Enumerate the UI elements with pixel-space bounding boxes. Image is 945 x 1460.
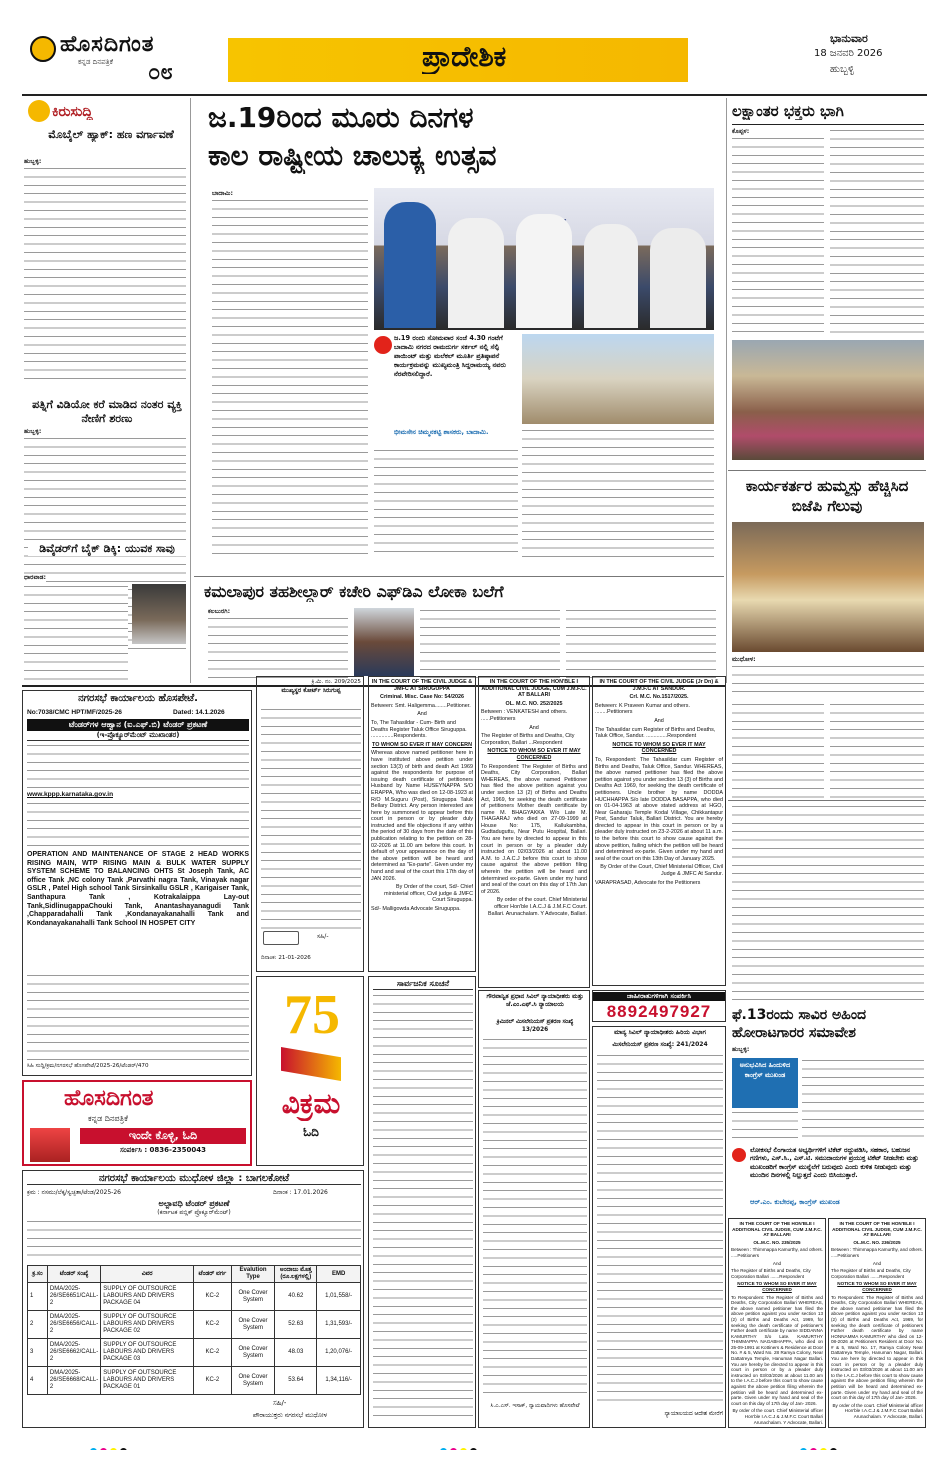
court2-and: And — [529, 724, 539, 731]
court4-notice: NOTICE TO WHOM SO EVER IT MAY CONCERNED — [737, 1281, 817, 1292]
court-notice-sandur — [592, 676, 726, 986]
table-cell: One Cover System — [231, 1339, 275, 1367]
tender-hospet-intro — [27, 743, 249, 791]
bjp-headline: ಕಾರ್ಯಕರ್ತರ ಹುಮ್ಮಸ್ಸು ಹೆಚ್ಚಿಸಿದ ಬಿಜೆಪಿ ಗೆಲುವು — [745, 477, 909, 515]
court3-respondent: The Tahasildar cum Register of Births and Deaths, Taluk Office, Sandur. ..............Respondent — [595, 726, 716, 740]
bjp-continuation — [728, 700, 926, 800]
table-cell: 1 — [28, 1283, 48, 1311]
logo-tagline: ಕನ್ನಡ ದಿನಪತ್ರಿಕೆ — [78, 58, 114, 66]
legal4-case: ಮಿಸಲೇನಿಯಸ್ ಪ್ರಕರಣ ಸಂಖ್ಯೆ: 241/2024 — [612, 1041, 708, 1048]
kamalapur-story — [194, 578, 724, 683]
table-cell: DMA/2025-26/SE6662/CALL-2 — [47, 1339, 100, 1367]
table-cell: 3 — [28, 1339, 48, 1367]
lead-story — [194, 98, 724, 573]
kamalapur-body-col-2 — [420, 608, 560, 678]
bjp-story — [728, 472, 926, 700]
lakshantara-rule — [732, 124, 924, 125]
table-cell: 4 — [28, 1367, 48, 1395]
public-notice-kn — [368, 976, 476, 1428]
table-row — [28, 1311, 361, 1339]
reg-dot-magenta-icon — [100, 1448, 107, 1450]
lakshantara-body-col-1 — [732, 136, 824, 336]
reg-dot-cyan-icon — [90, 1448, 97, 1450]
tender-hospet-work-title: OPERATION AND MAINTENANCE OF STAGE 2 HEAD WORKS RISING MAIN, WTP RISING MAIN & BULK WATER SUPPLY SYSTEM SCHEME TO BALANCING OHTS St Joseph Tank, AC office Tank ,NC colony Tank ,Parvathi nagra Tank, Vinayak nagar GSLR , Patel High school Tank Sirsinkallu GSLR , Karigaiser Tank, Santhapura Tank , Kotrakalaippa Lay-out Tank,SidlinugappaChouki Tank, Anantashayanagudi Tank ,Chapparadahalli Tank ,Kondanayakanahalli Tank and Kondanayakanahalli Tank School IN HOSPET CITY — [27, 851, 249, 927]
court1-respondent: To, The Tahasildar - Cum- Birth and Deaths Register Taluk Office Siruguppa. ...............Respondents. — [371, 719, 467, 740]
feb13-side-box-right: ಅನುಭವಿಸಿದ ಹಿಂದುಳಿದ ಕಾಂಗ್ರೆಸ್ ಮುಖಂಡ — [732, 1058, 798, 1108]
court1-head: IN THE COURT OF THE CIVIL JUDGE & JMFC AT SIRUGUPPA — [371, 679, 473, 692]
col-header: Evalution Type — [231, 1266, 275, 1283]
reg-dot-cyan-icon — [800, 1448, 807, 1450]
reg-dot-yellow-icon — [110, 1448, 117, 1450]
lead-photo-person-1 — [384, 202, 436, 328]
advert-contact-number: 8892497927 — [606, 1002, 712, 1021]
bjp-photo — [732, 522, 924, 652]
public-notice-body — [373, 993, 473, 1423]
tender-hospet-header: ನಗರಸಭೆ ಕಾರ್ಯಾಲಯ ಹೊಸಪೇಟೆ. — [78, 693, 198, 704]
table-cell: SUPPLY OF OUTSOURCE LABOURS AND DRIVERS PACKAGE 02 — [101, 1311, 194, 1339]
issue-day: ಭಾನುವಾರ — [830, 32, 868, 45]
legal-kn-stamp-icon — [263, 931, 299, 945]
court5-case: OL.M.C. NO. 236/2025 — [853, 1239, 901, 1245]
court1-sign-1: By Order of the court, Sd/- Chief ministerial officer, Civil judge & JMFC Court Siruguppa. — [384, 884, 473, 904]
tender-hospet-footer: ಸಿಹಿ ಸುದ್ದಿ/ಕ್ರಮ/ನಗರಸಭೆ ಹೊಸಪೇಟೆ/2025-26/ಟೆಂಡರ್/470 — [27, 1063, 149, 1069]
tender-hospet-website: www.kppp.karnataka.gov.in — [27, 791, 114, 798]
table-cell: SUPPLY OF OUTSOURCE LABOURS AND DRIVERS PACKAGE 04 — [101, 1283, 194, 1311]
court1-case: Criminal. Misc. Case No: 54/2026 — [380, 694, 464, 701]
court2-respondent: The Register of Births and Deaths, City Corporation, Ballari ...Respondent — [481, 733, 575, 746]
col-header: EMD — [317, 1266, 361, 1283]
house-ad-cta: ಇಂದೇ ಕೊಳ್ಳಿ, ಓದಿ — [80, 1128, 246, 1144]
kirusuddi-story-2-dateline: ಹುಬ್ಬಳ್ಳಿ: — [24, 428, 42, 435]
bjp-dateline: ಮುಧೋಳ: — [732, 656, 756, 663]
tender-mudhol — [22, 1170, 364, 1428]
legal3-sign: ಸಿ.ಎ.ಎಸ್. ಇಸಾಕ್, ನ್ಯಾಯವಾದಿಗಳು ಹೊಸಪೇಟೆ — [490, 1403, 580, 1409]
section-title: ಪ್ರಾದೇಶಿಕ — [422, 40, 507, 73]
kamalapur-top-rule — [194, 576, 724, 577]
col-divider-2 — [726, 98, 727, 683]
feb13-headline-right: ಫೆ.13ರಂದು ಸಾವಿರ ಅಹಿಂದ ಹೋರಾಟಗಾರರ ಸಮಾವೇಶ — [732, 1006, 922, 1042]
court-notice-ballari-235 — [728, 1218, 826, 1428]
legal3-head: ಗೌರವಾನ್ವಿತ ಪ್ರಧಾನ ಸಿವಿಲ್ ನ್ಯಾಯಾಧೀಶರು ಮತ್ತು ಜೆ.ಎಂ.ಎಫ್.ಸಿ ನ್ಯಾಯಾಲಯ — [486, 993, 584, 1008]
court-notice-ballari-236 — [828, 1218, 926, 1428]
table-cell: 1,31,593/- — [317, 1311, 361, 1339]
court2-case: OL. M.C. NO. 252/2025 — [505, 700, 563, 707]
tender-hospet-title: ಟೆಂಡರ್‌ಗಳ ಆಹ್ವಾನ (ಐ.ಎಫ್.ಬಿ) ಟೆಂಡರ್ ಪ್ರಕಟಣೆ — [27, 719, 249, 731]
court1-body: Whereas above named petitioner here in have instituted above petition under section 13(3) of birth and death Act 1969 against the respondents for purpose of issuing death certificate of petitioners Husband by Name HUSEYNAPPA S/O ERAPPA, Who was died on 12-08-1923 at R/O M.Suguru (Post), Siruguppa Taluk Bellary District. Any person interested are here by summoned to appear before this court in person or by pleader duly instructed and file objections if any within the period of 30 days from the date of this publication relating to the petition on 28-02-2026 at 11.00 am before this court. In default of your appearance on the day of the above petition will be heard and determined as "Ex-parte". Given under my hand and seal of the court this 17th day of JAN 2026. — [371, 750, 473, 882]
house-advert — [22, 1080, 252, 1166]
bjp-top-rule — [728, 470, 926, 471]
vikrama-75-number: 75 — [284, 984, 340, 1046]
tender-hospet-dated: Dated: 14.1.2026 — [173, 709, 225, 716]
lead-dateline: ಬಾದಾಮಿ: — [212, 190, 233, 197]
kamalapur-photo — [354, 608, 414, 676]
court-notice-siruguppa — [368, 676, 476, 972]
court5-sign: By order of the court. Chief Ministerial officer Hon'ble I.A.C.J & J.M.F.C Court Ballari Arunachalam. Y Advocate, Ballari. — [832, 1402, 923, 1419]
legal4-body — [597, 1053, 723, 1407]
house-ad-thumbnail — [30, 1128, 70, 1162]
court4-respondent: The Register of Births and Deaths, City Corporation Ballari .......Respondent — [731, 1268, 811, 1279]
table-cell: KC-2 — [194, 1283, 232, 1311]
tender-hospet — [22, 690, 252, 1076]
masthead — [22, 30, 927, 96]
table-cell: 53.64 — [275, 1367, 317, 1395]
kirusuddi-story-3-dateline: ಧಾರವಾಡ: — [24, 574, 47, 581]
lead-photo-person-4 — [584, 224, 638, 328]
table-cell: KC-2 — [194, 1339, 232, 1367]
reg-dot-magenta-icon — [810, 1448, 817, 1450]
court5-body: To Respondent: The Register of Births and Deaths, City Corporation Ballari WHEREAS, the above named petitioner has filed the above petition against you under section 13 (2) of Births and Deaths Act, 1969, for seeking the death certificate of petitioners Father death certificate by name HONNAMMA KAMURTHY who died on 12-08-2026 at Petitioners Resident at Door No. # & 5, Ward No. 17, Ramya Colony Near Dattatreya Temple, Hanuman Nagar, Ballari. You are here by directed to appear in this court in person or by a pleader duly instructed on 03/03/2026 at about 11.00 am to the I.A.C.J before this court to show cause against the above petition filing wherein the petition will be heard and determined ex-parte. Given under my hand and seal of the court on this day of 17th day of Jan- 2026. — [831, 1294, 923, 1401]
kamalapur-body-col-1 — [208, 616, 348, 678]
court3-sign: By Order of the Court, Chief Ministerial Officer, Civil Judge & JMFC At Sandur. — [600, 864, 723, 878]
tender-mudhol-date: ದಿನಾಂಕ : 17.01.2026 — [273, 1189, 328, 1196]
court2-body: To Respondent: The Register of Births and Deaths, City Corporation, Ballari WHEREAS, the above named Petitioner has filed the above petition against you under section 13 (2) of Births and Deaths Act, 1969, for seeking the death certificate of petitioners Mother death certificate by name M. BHAGYAKKA W/o Late M. THAGARAJ who died on 27-09-1999 at House No: 175, Kallukambha, Gudtaduguttu, Near Putu Hospital, Ballari. You are here by directed to appear in this court in person or by a pleader duly instructed on 02/03/2026 at about 11.00 A.M. to J.A.C.J before this court to show cause against the above petition filing wherein the petition will be heard and determined ex-parte. Given under my hand and seal of the court on this day of 17th Jan of 2026. — [481, 763, 587, 895]
table-cell: SUPPLY OF OUTSOURCE LABOURS AND DRIVERS PACKAGE 01 — [101, 1367, 194, 1395]
table-cell: SUPPLY OF OUTSOURCE LABOURS AND DRIVERS PACKAGE 03 — [101, 1339, 194, 1367]
kirusuddi-story-3-title: ಡಿವೈಡರ್‌ಗೆ ಬೈಕ್ ಡಿಕ್ಕಿ: ಯುವಕ ಸಾವು — [28, 542, 186, 556]
vikrama-flag-icon — [281, 1047, 341, 1081]
tender-mudhol-table-header — [28, 1266, 361, 1283]
reg-dot-black-icon — [830, 1448, 837, 1450]
court3-head: IN THE COURT OF THE CIVIL JUDGE (Jr Dn) & J.M.F.C AT SANDUR. — [599, 679, 719, 692]
table-cell: One Cover System — [231, 1311, 275, 1339]
page-number: ೦೮ — [148, 60, 173, 85]
reg-dot-yellow-icon — [460, 1448, 467, 1450]
legal3-case: ಕ್ರಿಮಿನಲ್ ಮಿಸಲೇನಿಯಸ್ ಪ್ರಕರಣ ಸಂಖ್ಯೆ 13/2026 — [496, 1019, 574, 1033]
tender-mudhol-sign-label: ಸಹಿ/- — [273, 1399, 287, 1407]
tender-mudhol-header: ನಗರಸಭೆ ಕಾರ್ಯಾಲಯ ಮುಧೋಳ ಜಿಲ್ಲಾ : ಬಾಗಲಕೋಟೆ — [27, 1173, 361, 1185]
table-row — [28, 1367, 361, 1395]
lead-body-col-1 — [212, 198, 368, 558]
legal-kn-sign: ಸಹಿ/- — [317, 933, 329, 940]
col-header: ವಿವರ — [101, 1266, 194, 1283]
court3-body: To, Respondent: The Tahasildar cum Register of Births and Deaths, Taluk Office, Sandur. WHEREAS, the above named petitioner has filed the above petition against you under section 13 (3) of Births and Deaths Act 1969, for seeking the death certificate of petitioners. Uncle brother by name DODDA HUCHHAPPA S/o late DODDA BASAPPA, who died on 01-04-1963 at above stated address at HGO, Near Gaharaju Temple Kodal Village, Chikkantapur Post, Sandur Taluk, Ballari District. You are hereby directed to appear in this court in person or by a pleader duly instructed on 23-2-2026 at about 11 a.m. to the before this court to show cause against the above petition, failing which the petition will be heard and determined ex-parte. Given under my hand and seal of the court on this 13th Day of January 2025. — [595, 756, 723, 862]
reg-dot-black-icon — [120, 1448, 127, 1450]
court1-sign-2: Sd/- Malligowda Advocate Siruguppa. — [371, 906, 461, 912]
court2-notice: NOTICE TO WHOM SO EVER IT MAY CONCERNED — [487, 748, 581, 761]
lead-photo-person-2 — [448, 218, 504, 328]
kirusuddi-story-3-photo — [132, 584, 186, 644]
advert-contact — [592, 990, 726, 1022]
vikrama-sub: ಓದಿ — [303, 1125, 319, 1139]
reg-dot-magenta-icon — [450, 1448, 457, 1450]
table-cell: KC-2 — [194, 1311, 232, 1339]
court4-head: IN THE COURT OF THE HON'BLE I ADDITIONAL CIVIL JUDGE, CUM J.M.F.C. AT BALLARI — [732, 1221, 822, 1238]
legal-kn-case: ಕ್ರಿ.ಮಿ. ನಂ. 209/2025 — [311, 679, 361, 685]
legal-notice-siruguppa-kn — [256, 676, 364, 972]
advert-contact-title: ಜಾಹೀರಾತುಗಳಿಗಾಗಿ ಸಂಪರ್ಕಿಸಿ — [593, 992, 725, 1001]
lead-photo-person-5 — [650, 228, 706, 328]
tender-hospet-subtitle: (ಇ-ಪ್ರೊಕ್ಯೂರ್‌ಮೆಂಟ್ ಮುಖಾಂತರ) — [27, 731, 249, 741]
legal-kn-head: ಮುಖ್ಯಸ್ಥರ ಕೋರ್ಟ್ ಸಿರುಗುಪ್ಪ — [281, 687, 341, 694]
house-ad-logo: ಹೊಸದಿಗಂತ — [64, 1086, 154, 1111]
masthead-rule — [22, 94, 927, 96]
tender-mudhol-table — [27, 1265, 361, 1395]
table-row — [28, 1283, 361, 1311]
col-header: ಟೆಂಡರ್ ವರ್ಗ — [194, 1266, 232, 1283]
feb13-quote: ಲೋಕಸಭೆ ಲಿಂಗಾಯತ ಅಭ್ಯರ್ಥಿಗಳಿಗೆ ಟಿಕೆಟ್ ರದ್ದುಪಡಿಸಿ, ಸಹಕಾರ, ಬಹುಜನ ಗಣಿಗಳು, ಎಸ್.ಸಿ., ಎಸ್.ಟಿ. ಸಮುದಾಯಗಳ ಪ್ರಯುಕ್ತ ಟಿಕೆಟ್ ನೀಡಬೇಕು ಮತ್ತು ಮುಖಂಡರಿಗೆ ಕಾಂಗ್ರೆಸ್ ಮುನ್ನೆಲೆಗೆ ಬರುವುದು ಎಂದು ಕುಳಿತ ನೀಡುವುದು ಮತ್ತು ಮುಂದಿನ ದಿನಗಳಲ್ಲಿ ನಿಲ್ಲುತ್ತದೆ ಎಂದು ಬಿಸಿಯುತ್ತಾರೆ. — [750, 1146, 919, 1180]
legal-notice-senior-kn — [592, 1026, 726, 1428]
table-cell: 1,20,076/- — [317, 1339, 361, 1367]
lead-body-col-3 — [374, 448, 518, 558]
reg-dot-black-icon — [470, 1448, 477, 1450]
col-divider-1 — [190, 98, 191, 683]
lead-photo — [374, 188, 714, 330]
court5-between: Between : Thimmappa Kamurthy, and others. .....Petitioners — [831, 1247, 924, 1258]
masthead-logo — [22, 32, 228, 90]
legal3-body — [483, 1037, 587, 1397]
court4-body: To Respondent: The Register of Births and Deaths, City Corporation Ballari WHEREAS, the above named petitioner has filed the above petition against you under section 13 (2) of Births and Deaths Act, 1969, for seeking the death certificate of petitioner's Father death certificate by name SIDDANNA KAMURTHY S/o Late. KAMURTHY THIMMAPPA NAGABHAPPA, who died on 25-09-1991 at Kottiners & Residence at Door No. # & 5, Ward No. 28 Ramya Colony, Near Dattatreya Temple, Hanuman Nagar Ballari. You are hereby be directed to appear in this court in person or by a pleader duly instructed on 03/03/2026 at about 11.00 am to the I.A.C.J before this court to show cause against the above petition filing wherein the petition will be heard and determined ex-parte. Given under my hand and seal of the court on this day of 17th day of Jan- 2026. — [731, 1294, 823, 1406]
court5-and: And — [872, 1260, 882, 1266]
court4-between: Between : Thimmappa Kamurthy, and others. .....Petitioners — [731, 1247, 824, 1258]
table-cell: 48.03 — [275, 1339, 317, 1367]
registration-marks-right — [800, 1440, 900, 1450]
tender-hospet-ref: No:7038/CMC HPT/MF/2025-26 — [27, 709, 122, 716]
court2-between: Between : VENKATESH and others. ......Petitioners — [481, 709, 568, 722]
table-cell: 2 — [28, 1311, 48, 1339]
vikrama-name: ವಿಕ್ರಮ — [281, 1087, 341, 1120]
registration-marks-center — [440, 1440, 540, 1450]
table-cell: DMA/2025-26/SE6651/CALL-2 — [47, 1283, 100, 1311]
table-cell: One Cover System — [231, 1367, 275, 1395]
logo-emblem-icon — [30, 36, 56, 62]
vikrama-advert — [256, 976, 364, 1166]
reg-dot-yellow-icon — [820, 1448, 827, 1450]
table-row — [28, 1339, 361, 1367]
court2-head: IN THE COURT OF THE HON'BLE I ADDITIONAL CIVIL JUDGE, CUM J.M.F.C. AT BALLARI — [481, 679, 587, 699]
col-header: ಕ್ರ.ಸಂ — [28, 1266, 48, 1283]
kamalapur-headline: ಕಮಲಾಪುರ ತಹಶೀಲ್ದಾರ್ ಕಚೇರಿ ಎಫ್‌ಡಿಎ ಲೋಕಾ ಬಲೆಗೆ — [204, 582, 504, 601]
lead-photo-caption: ಭೀಮಸೇನ ಚಿಮ್ಮನಕಟ್ಟಿ ಶಾಸಕರು, ಬಾದಾಮಿ. — [394, 428, 489, 436]
kamalapur-body-col-3 — [566, 608, 716, 678]
lakshantara-headline: ಲಕ್ಷಾಂತರ ಭಕ್ತರು ಭಾಗಿ — [732, 102, 844, 120]
lakshantara-photo-crowd — [732, 340, 924, 460]
lakshantara-dateline: ಕೊಪ್ಪಳ: — [732, 128, 750, 135]
lead-headline-line-1: ಜ.19ರಿಂದ ಮೂರು ದಿನಗಳ — [208, 101, 474, 134]
legal-kn-body — [261, 707, 361, 929]
feb13-dateline-right: ಹುಬ್ಬಳ್ಳಿ: — [732, 1046, 750, 1053]
court-notice-ballari-252 — [478, 676, 590, 988]
feb13-quote-attrib: ಆರ್.ಎಂ. ಕುಬೇರಪ್ಪ, ಕಾಂಗ್ರೆಸ್ ಮುಖಂಡ — [750, 1198, 840, 1206]
tender-hospet-terms — [27, 973, 249, 1061]
logo-wordmark: ಹೊಸದಿಗಂತ — [60, 32, 155, 57]
lead-inset-photo — [522, 334, 714, 424]
lead-headline-line-2: ಕಾಲ ರಾಷ್ಟ್ರೀಯ ಚಾಲುಕ್ಯ ಉತ್ಸವ — [208, 139, 497, 172]
bjp-body-continued-1 — [732, 702, 824, 798]
legal4-sign: ನ್ಯಾಯಾಲಯದ ಆದೇಶ ಮೇರೆಗೆ — [664, 1411, 723, 1417]
court4-and: And — [772, 1260, 782, 1266]
issue-date: 18 ಜನವರಿ 2026 — [814, 48, 883, 59]
col-header: ಟೆಂಡರ್ ಸಂಖ್ಯೆ — [47, 1266, 100, 1283]
table-cell: DMA/2025-26/SE6656/CALL-2 — [47, 1311, 100, 1339]
kirusuddi-story-2-title: ಪತ್ನಿಗೆ ವಿಡಿಯೋ ಕರೆ ಮಾಡಿದ ನಂತರ ವ್ಯಕ್ತಿ ನೇಣಿಗೆ ಶರಣು — [32, 398, 182, 425]
lead-body-col-2 — [522, 428, 714, 558]
kamalapur-dateline: ಕಲಬುರಗಿ: — [208, 608, 231, 615]
court3-between: Between: K Praveen Kumar and others. ........Petitioners — [595, 702, 690, 716]
feb13-body-right — [802, 1058, 924, 1142]
court1-notice: TO WHOM SO EVER IT MAY CONCERN — [372, 741, 472, 748]
kirusuddi-label: ಕಿರುಸುದ್ದಿ — [52, 104, 93, 120]
tender-mudhol-sign-office: ಪೌರಾಯುಕ್ತರು ನಗರಸಭೆ ಮುಧೋಳ — [252, 1411, 328, 1419]
lakshantara-body-col-2 — [830, 128, 924, 336]
public-notice-title: ಸಾರ್ವಜನಿಕ ಸೂಚನೆ — [373, 979, 473, 990]
kirusuddi-badge-icon — [28, 100, 50, 122]
reg-dot-cyan-icon — [440, 1448, 447, 1450]
kirusuddi-column — [22, 98, 188, 683]
court1-between: Between: Smt. Haligemma........Petitioner. — [371, 702, 471, 709]
tender-hospet-dates — [27, 801, 249, 849]
kirusuddi-story-3-body — [24, 584, 128, 680]
court4-case: OL.M.C. NO. 235/2025 — [753, 1239, 801, 1245]
tender-mudhol-title: ಅಲ್ಪಾವಧಿ ಟೆಂಡರ್ ಪ್ರಕಟಣೆ — [158, 1199, 230, 1208]
court5-respondent: The Register of Births and Deaths, City Corporation Ballari .......Respondent — [831, 1268, 911, 1279]
court2-sign: By order of the court. Chief Ministerial officer Hon'ble I.A.C.J & J.M.F.C Court. Ballari. Arunachalam. Y Advocate, Ballari. — [488, 897, 587, 917]
legal-notice-hospet-kn — [478, 990, 590, 1428]
col-header: ಅಂದಾಜು ಮೊತ್ತ (ರೂ.ಲಕ್ಷಗಳಲ್ಲಿ) — [275, 1266, 317, 1283]
court3-case: Crl. M.C. No.1517/2025. — [629, 694, 689, 701]
court3-notice: NOTICE TO WHOM SO EVER IT MAY CONCERNED — [612, 741, 706, 755]
issue-city: ಹುಬ್ಬಳ್ಳಿ — [830, 64, 855, 75]
kirusuddi-story-1-title: ಮೊಬೈಲ್ ಹ್ಯಾಕ್: ಹಣ ವರ್ಗಾವಣೆ — [48, 128, 174, 141]
feb13-quote-icon — [732, 1148, 746, 1162]
bjp-body — [732, 664, 924, 694]
house-ad-tagline: ಕನ್ನಡ ದಿನಪತ್ರಿಕೆ — [88, 1114, 129, 1123]
court5-head: IN THE COURT OF THE HON'BLE I ADDITIONAL CIVIL JUDGE, CUM J.M.F.C. AT BALLARI — [832, 1221, 922, 1238]
lakshantara-story — [728, 98, 926, 468]
kirusuddi-story-1-dateline: ಹುಬ್ಬಳ್ಳಿ: — [24, 158, 42, 165]
legal4-head: ಮಾನ್ಯ ಸಿವಿಲ್ ನ್ಯಾಯಾಧೀಶರು ಹಿರಿಯ ವಿಭಾಗ — [614, 1029, 706, 1036]
bjp-body-continued-2 — [830, 702, 924, 798]
lead-quote-mark-icon — [374, 336, 392, 354]
table-cell: 40.62 — [275, 1283, 317, 1311]
table-cell: 52.63 — [275, 1311, 317, 1339]
kirusuddi-story-1-body — [24, 166, 186, 380]
feb13-intro-lines — [732, 804, 924, 1000]
feb13-body-right-2 — [732, 1110, 798, 1142]
court1-and: And — [417, 711, 427, 718]
court4-sign: By order of the court. Chief Ministerial officer Hon'ble I.A.C.J & J.M.F.C Court Ballari Arunachalam. Y Advocate, Ballari. — [732, 1408, 823, 1425]
house-ad-phone: ಸಂಪರ್ಕಿಸಿ : 0836-2350043 — [119, 1146, 207, 1154]
table-cell: 1,01,558/- — [317, 1283, 361, 1311]
court5-notice: NOTICE TO WHOM SO EVER IT MAY CONCERNED — [837, 1281, 917, 1292]
lead-photo-person-3 — [516, 214, 572, 328]
registration-marks-left — [90, 1440, 190, 1450]
court3-and: And — [654, 717, 664, 724]
table-cell: 1,34,116/- — [317, 1367, 361, 1395]
tender-mudhol-subtitle: (ಕರ್ನಾಟಕ ಪಬ್ಲಿಕ್ ಪ್ರೊಕ್ಯೂರ್‌ಮೆಂಟ್) — [157, 1209, 231, 1216]
tender-mudhol-ref: ಕ್ರಮ : ನಸಮು/ಲೆಕ್ಕ/ಸ್ವಚ್ಛತಾ/ಟೆಂಡ/2025-26 — [27, 1189, 121, 1196]
table-cell: One Cover System — [231, 1283, 275, 1311]
legal-kn-bottom-date: ದಿನಾಂಕ: 21-01-2026 — [261, 955, 311, 961]
lead-quote: ಜ.19 ರಂದು ಸೋಮವಾರ ಸಂಜೆ 4.30 ಗಂಟೆಗೆ ಬಾದಾಮಿ ನಗರದ ರಾಮದುರ್ಗ ಸರ್ಕಲ್ ನಲ್ಲಿ ಸೆಲ್ಫಿ ಪಾಯಿಂಟ್ ಮತ್ತು ಮಲೆಕಲ್ ಮೂರ್ತಿ ಪ್ರತಿಷ್ಠಾಪನೆ ಕಾರ್ಯಕ್ರಮವನ್ನು ಮುಖ್ಯಮಂತ್ರಿ ಸಿದ್ದರಾಮಯ್ಯ ನವರು ನೆರವೇರಿಸಲಿದ್ದಾರೆ. — [394, 334, 507, 378]
tender-mudhol-intro — [27, 1219, 361, 1263]
table-cell: KC-2 — [194, 1367, 232, 1395]
table-cell: DMA/2025-26/SE6668/CALL-2 — [47, 1367, 100, 1395]
court3-advocate: VARAPRASAD, Advocate for the Petitioners — [595, 879, 701, 886]
feb13-right-rule — [728, 800, 926, 801]
